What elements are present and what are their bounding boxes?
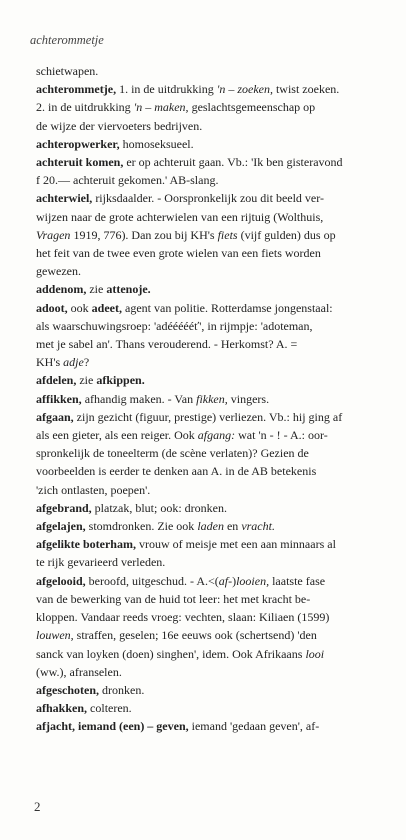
dictionary-entry	[36, 153, 378, 189]
entry-text: rijksdaalder. - Oorspronkelijk zou dit beeld ver-	[92, 191, 325, 206]
entry-line	[36, 189, 378, 207]
entry-line	[36, 80, 378, 98]
entry-text: sanck van loyken (doen) singhen', idem. Ook Afrikaans	[36, 646, 306, 661]
entry-line	[36, 117, 378, 135]
entry-text: schietwapen.	[36, 64, 99, 78]
entry-text: 2. in de uitdrukking	[36, 100, 134, 115]
dictionary-entry	[36, 280, 378, 298]
entry-text: ook	[67, 300, 92, 315]
entry-line	[36, 681, 378, 699]
entry-text: vingers.	[227, 391, 270, 406]
headword: achteropwerker,	[36, 136, 120, 151]
entry-line	[36, 590, 378, 608]
headword: afjacht, iemand (een) – geven,	[36, 719, 189, 734]
entry-text: f 20.— achteruit gekomen.' AB-slang.	[36, 173, 219, 188]
italic-text: af	[218, 573, 229, 588]
entry-text: wijzen naar de grote achterwielen van een rijtuig (Wolthuis,	[36, 209, 324, 224]
dictionary-entry	[36, 189, 378, 280]
entry-line	[36, 517, 378, 535]
entry-line	[36, 390, 378, 408]
italic-text: Vragen	[36, 227, 71, 242]
entry-text: laatste fase	[269, 573, 326, 588]
entry-text: met je sabel an'. Thans verouderend. - Herkomst? A. =	[36, 337, 298, 352]
headword: addenom,	[36, 282, 87, 297]
entry-line	[36, 645, 378, 663]
entry-text: zie	[76, 373, 97, 388]
entry-text: 'zich ontlasten, poepen'.	[36, 482, 151, 497]
entry-line	[36, 699, 378, 717]
dictionary-entry	[36, 390, 378, 408]
entry-text: als een gieter, als een reiger. Ook	[36, 428, 198, 443]
headword: afgeschoten,	[36, 682, 99, 697]
entry-text: KH's	[36, 355, 64, 370]
headword: afkippen.	[96, 373, 145, 388]
entry-text: het feit van de twee even grote wielen van een fiets worden	[36, 246, 321, 261]
entry-text: kloppen. Vandaar reeds vroeg: vechten, slaan: Kiliaen (1599)	[36, 610, 330, 625]
entry-line	[36, 444, 378, 462]
entry-text: vrouw of meisje met een aan minnaars al	[135, 537, 336, 552]
entry-text: te rijk gevarieerd verleden.	[36, 555, 166, 570]
entry-line	[36, 408, 378, 426]
entry-text: spronkelijk de toneelterm (de scène verlaten)? Gezien de	[36, 446, 309, 461]
italic-text: looien,	[236, 573, 270, 588]
entry-line	[36, 153, 378, 171]
entry-line	[36, 208, 378, 226]
headword: achteruit komen,	[36, 155, 124, 170]
entry-line	[36, 626, 378, 644]
entry-line	[36, 171, 378, 189]
entry-line	[36, 535, 378, 553]
entry-line	[36, 663, 378, 681]
italic-text: 'n – maken,	[133, 100, 189, 115]
dictionary-entry	[36, 717, 378, 735]
entry-text: wat 'n - ! - A.: oor-	[235, 428, 328, 443]
entry-text: (vijf gulden) dus op	[237, 227, 336, 242]
entry-text: en	[223, 519, 242, 534]
entry-text: voorbeelden is eerder te denken aan A. in de AB betekenis	[36, 464, 317, 479]
entry-line	[36, 353, 378, 371]
italic-text: laden	[197, 519, 224, 534]
headword: afgelooid,	[36, 573, 86, 588]
entry-text: beroofd, uitgeschud. - A.<(	[85, 573, 219, 588]
italic-text: fiets	[217, 227, 238, 242]
entry-text: colteren.	[87, 701, 132, 716]
dictionary-entry	[36, 499, 378, 517]
entry-text: -)	[228, 573, 237, 588]
entry-text: (ww.), afranselen.	[36, 664, 122, 679]
entry-text: 1919, 776). Dan zou bij KH's	[70, 227, 218, 242]
italic-text: looi	[305, 646, 325, 661]
entry-line	[36, 299, 378, 317]
entry-line	[36, 499, 378, 517]
entry-text: dronken.	[99, 682, 145, 697]
entry-text: afhandig maken. - Van	[81, 391, 197, 406]
dictionary-entry	[36, 517, 378, 535]
headword: afhakken,	[36, 701, 88, 716]
headword: afgaan,	[36, 409, 74, 424]
dictionary-entry	[36, 371, 378, 389]
entry-text: zie	[86, 282, 107, 297]
entry-list	[36, 62, 378, 736]
headword: adoot,	[36, 300, 68, 315]
dictionary-entry	[36, 572, 378, 681]
dictionary-entry	[36, 681, 378, 699]
headword: afgebrand,	[36, 500, 92, 515]
entry-text: de wijze der viervoeters bedrijven.	[36, 118, 203, 133]
entry-text: agent van politie. Rotterdamse jongenstaal:	[122, 300, 333, 315]
page-number: 2	[34, 799, 41, 814]
entry-text: zijn gezicht (figuur, prestige) verliezen. Vb.: hij ging af	[73, 409, 343, 424]
entry-text: 1. in de uitdrukking	[116, 82, 217, 97]
entry-text: twist zoeken.	[272, 82, 340, 97]
italic-text: afgang:	[197, 428, 236, 443]
entry-line	[36, 572, 378, 590]
italic-text: louwen,	[36, 628, 74, 643]
entry-text: iemand 'gedaan geven', af-	[188, 719, 320, 734]
entry-line	[36, 98, 378, 116]
headword: afgelajen,	[36, 519, 86, 534]
dictionary-entry	[36, 535, 378, 571]
entry-text: gewezen.	[36, 264, 81, 279]
entry-line	[36, 135, 378, 153]
italic-text: 'n – zoeken,	[216, 82, 273, 97]
entry-line	[36, 481, 378, 499]
entry-line	[36, 335, 378, 353]
entry-line	[36, 62, 378, 80]
entry-line	[36, 244, 378, 262]
headword: afdelen,	[36, 373, 77, 388]
dictionary-entry	[36, 62, 378, 80]
dictionary-entry	[36, 299, 378, 372]
headword: attenoje.	[106, 282, 151, 297]
entry-text: ?	[83, 355, 90, 370]
headword: achterommetje,	[36, 82, 117, 97]
italic-text: fikken,	[196, 391, 228, 406]
entry-text: van de bewerking van de huid tot leer: het met kracht be-	[36, 591, 311, 606]
entry-text: als waarschuwingsroep: 'adéééééť', in rijmpje: 'adoteman,	[36, 318, 313, 333]
entry-line	[36, 226, 378, 244]
dictionary-entry	[36, 135, 378, 153]
headword: afgelikte boterham,	[36, 537, 136, 552]
entry-line	[36, 608, 378, 626]
entry-line	[36, 426, 378, 444]
entry-line	[36, 280, 378, 298]
entry-line	[36, 553, 378, 571]
dictionary-entry	[36, 408, 378, 499]
entry-line	[36, 262, 378, 280]
headword: achterwiel,	[36, 191, 93, 206]
entry-line	[36, 371, 378, 389]
dictionary-entry	[36, 699, 378, 717]
headword: affikken,	[36, 391, 82, 406]
italic-text: adje	[63, 355, 84, 370]
headword: adeet,	[91, 300, 122, 315]
running-head: achterommetje	[30, 33, 104, 47]
entry-line	[36, 717, 378, 735]
entry-text: platzak, blut; ook: dronken.	[91, 500, 227, 515]
entry-line	[36, 462, 378, 480]
entry-text: er op achteruit gaan. Vb.: 'Ik ben gisteravond	[123, 155, 343, 170]
entry-text: straffen, geselen; 16e eeuws ook (schertsend) 'den	[73, 628, 317, 643]
dictionary-entry	[36, 80, 378, 135]
entry-text: geslachtsgemeenschap op	[188, 100, 316, 115]
italic-text: vracht.	[241, 519, 275, 534]
entry-text: homoseksueel.	[119, 136, 194, 151]
entry-text: stomdronken. Zie ook	[85, 519, 198, 534]
entry-line	[36, 317, 378, 335]
